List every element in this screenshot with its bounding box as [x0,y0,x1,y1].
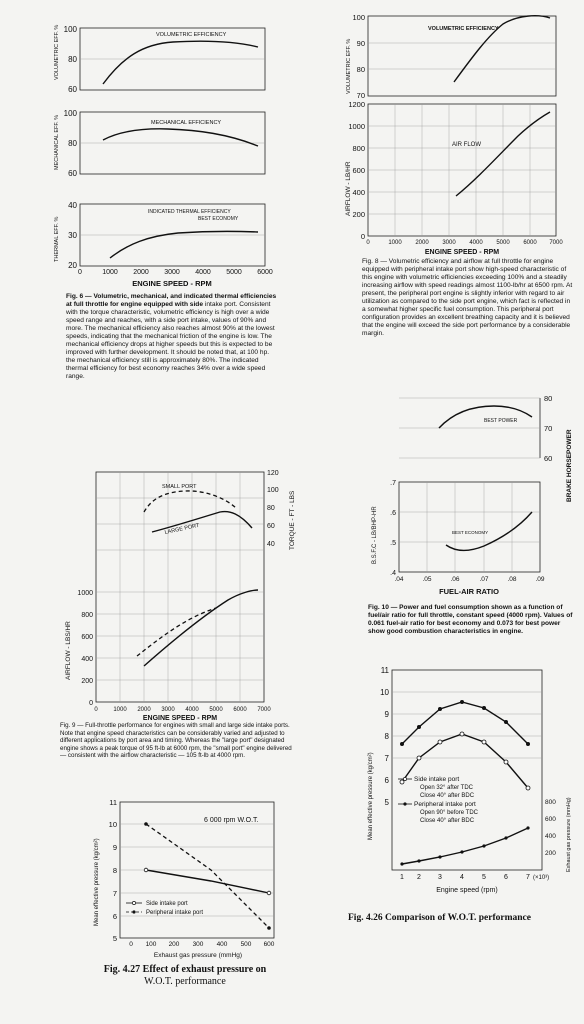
fig8-xtick: 1000 [388,240,402,246]
fig427-peripheral-point [144,822,148,826]
fig6-xtick: 1000 [102,269,118,276]
fig10-bhp-tick: 80 [544,394,553,403]
fig6-p2-tick: 60 [68,169,77,178]
fig6-xlabel: ENGINE SPEED - RPM [132,279,212,288]
fig9-torque-tick: 120 [267,470,279,477]
fig9-air-label: AIRFLOW - LBS/HR [65,621,72,680]
fig10-bhp-tick: 70 [544,424,553,433]
fig427-peripheral-point [267,926,271,930]
fig10-bsfc-tick: .6 [390,510,396,517]
fig9-torque-tick: 100 [267,487,279,494]
fig426-peripheral-point [482,706,486,710]
fig426-ytick: 11 [380,666,389,675]
fig9-torque-tick: 40 [267,541,275,548]
fig9-xlabel: ENGINE SPEED - RPM [142,715,218,720]
fig427-ytick: 10 [108,820,117,829]
fig6-caption [66,293,278,381]
fig10-econ-label: BEST ECONOMY [452,530,489,535]
fig426-xtick: 2 [417,874,421,881]
fig427-ytick: 11 [109,798,117,807]
fig426-exhaust-point [400,862,403,865]
fig9-air-tick: 800 [81,612,93,619]
fig8-bot-tick: 600 [352,166,365,175]
fig426-peripheral-point [460,700,464,704]
fig8-panel-airflow [345,100,563,256]
fig427-xtick: 400 [216,941,228,948]
fig427-legend-peripheral: Peripheral intake port [146,910,204,916]
fig427-xtick: 200 [168,941,180,948]
fig426-legend-peripheral-l2: Close 40° after BDC [420,818,475,824]
fig6-thermal-curve [110,231,258,258]
fig6-xtick: 6000 [257,269,273,276]
fig6-p3-curve-label2: BEST ECONOMY [198,216,239,222]
fig427-xtick: 0 [129,941,133,948]
fig426-exhaust-point [417,859,420,862]
fig426-exhaust-curve [402,828,528,864]
fig426-legend-side-l1: Open 32° after TDC [420,785,473,791]
fig426-xmult: (×10³) [533,875,550,881]
fig427-xlabel: Exhaust gas pressure (mmHg) [153,952,243,959]
fig10-chart [364,392,578,602]
fig426-ytick: 6 [384,776,389,785]
fig10-bsfc-tick: .5 [390,540,396,547]
fig6-panel-mechanical [54,109,265,178]
fig10-bsfc-label: B.S.F.C - LB/BHP-HR [372,506,378,564]
fig6-panel-volumetric [54,25,265,94]
fig9-torque-small-curve [144,491,236,512]
fig10-power-curve [439,406,532,428]
fig9-torque-tick: 80 [267,505,275,512]
fig8-xtick: 7000 [549,240,563,246]
fig426-xtick: 6 [504,874,508,881]
fig10-xtick: .08 [507,576,517,583]
fig9-xtick: 4000 [185,707,199,713]
fig426-peripheral-curve [402,702,528,744]
fig6-p3-curve-label: INDICATED THERMAL EFFICIENCY [148,209,231,215]
fig426-xtick: 3 [438,874,442,881]
fig426-side-point [400,780,404,784]
fig10-xlabel: FUEL-AIR RATIO [439,587,499,596]
fig9-grid [96,472,264,702]
fig426-peripheral-point [504,720,508,724]
fig10-power-label: BEST POWER [484,418,518,424]
fig8-top-tick: 80 [356,65,365,74]
fig8-xlabel: ENGINE SPEED - RPM [424,249,500,256]
fig6-p3-ylabel: THERMAL EFF. % [54,216,60,262]
fig8-top-tick: 100 [352,13,365,22]
fig9-air-tick: 600 [81,634,93,641]
fig426-ytick: 9 [384,710,389,719]
fig427-ylabel: Mean effective pressure (kg/cm²) [94,838,100,926]
fig6-xtick: 3000 [164,269,180,276]
fig427-ytick: 6 [112,912,117,921]
fig6-xtick: 5000 [226,269,242,276]
fig427-chart [86,796,284,962]
fig6-p2-curve-label: MECHANICAL EFFICIENCY [151,120,222,126]
fig426-peripheral-point [417,725,421,729]
fig9-air-tick: 1000 [77,590,93,597]
fig6-p1-tick: 80 [68,55,77,64]
fig426-xtick: 5 [482,874,486,881]
fig6-xtick: 0 [78,269,82,276]
fig427-ytick: 9 [112,843,117,852]
fig426-side-point [504,760,508,764]
fig10-xtick: .06 [450,576,460,583]
fig426-legend-side-l2: Close 40° after BDC [420,793,475,799]
fig426-y2label: Exhaust gas pressure (mmHg) [566,797,572,872]
fig8-xtick: 3000 [442,240,456,246]
fig427-caption-l1: Fig. 4.27 Effect of exhaust pressure on [103,964,267,975]
fig426-caption-text: Fig. 4.26 Comparison of W.O.T. performance [348,913,531,923]
fig10-caption [368,604,576,636]
fig427-xtick: 100 [145,941,157,948]
fig9-xtick: 6000 [233,707,247,713]
fig9-chart [60,468,300,720]
fig8-bot-ylabel: AIRFLOW - LB/HR [345,161,352,216]
fig427-ytick: 5 [112,934,117,943]
fig9-air-tick: 200 [81,678,93,685]
fig6-p3-tick: 40 [68,201,77,210]
fig9-air-tick: 0 [89,700,93,707]
fig6-xtick: 4000 [195,269,211,276]
fig426-y2tick: 800 [545,799,556,806]
fig6-mechanical-curve [103,129,258,146]
fig9-xtick: 2000 [137,707,151,713]
fig6-p2-tick: 80 [68,139,77,148]
fig426-xtick: 4 [460,874,464,881]
fig10-bhp-tick: 60 [544,454,553,463]
fig10-xtick: .04 [394,576,404,583]
fig426-legend-peripheral: Peripheral intake port [414,801,476,808]
fig6-p1-tick: 60 [68,85,77,94]
fig10-bhp-label: BRAKE HORSEPOWER [566,429,573,502]
fig8-xtick: 4000 [469,240,483,246]
fig9-xtick: 7000 [257,707,271,713]
fig427-caption-l2: W.O.T. performance [144,976,226,987]
fig9-xtick: 1000 [113,707,127,713]
fig426-y2tick: 600 [545,816,556,823]
fig8-bot-tick: 200 [352,210,365,219]
fig6-volumetric-curve [103,41,258,84]
fig426-exhaust-point [482,844,485,847]
fig6-p2-ylabel: MECHANICAL EFF. % [54,114,60,170]
fig426-side-point [417,756,421,760]
fig426-chart [352,664,580,898]
fig8-top-curve-label: VOLUMETRIC EFFICIENCY [428,26,499,32]
fig10-bsfc-tick: .4 [390,570,396,577]
fig8-bot-tick: 400 [352,188,365,197]
fig10-panel-power [399,394,573,502]
fig6-p3-tick: 30 [68,231,77,240]
fig9-xtick: 0 [94,707,98,713]
fig426-legend-peripheral-l1: Open 90° before TDC [420,810,478,816]
fig6-caption-rest: intake port. Consistent with the torque characteristic, volumetric efficiency is high over a wide speed range and reaches, with a side port intake, values of 90% and more. The mechanical efficiency also reaches almost 90% at the lowest speeds, indicating that the mechanical friction of the engine is low. The mechanical efficiency drops at higher speeds but this is expected to be improved with further development. It should be noted that, at 100 hp. the mechanical efficiency still is approximately 80%. The indicated thermal efficiency for best economy reaches 34% over a wide speed range. [66,301,275,380]
fig8-bot-tick: 1200 [348,100,365,109]
fig9-small-label: SMALL PORT [162,484,197,490]
fig426-exhaust-point [460,850,463,853]
fig426-exhaust-point [438,855,441,858]
fig8-bot-tick: 1000 [348,122,365,131]
fig9-air-large-curve [144,590,258,666]
fig426-side-point [526,786,530,790]
fig426-exhaust-point [526,826,529,829]
fig8-xtick: 5000 [496,240,510,246]
fig426-exhaust-point [504,836,507,839]
fig426-side-point [460,732,464,736]
fig9-air-tick: 400 [81,656,93,663]
fig9-xtick: 5000 [209,707,223,713]
fig426-y2tick: 400 [545,833,556,840]
fig426-xtick: 7 [526,874,530,881]
fig8-xtick: 0 [366,240,370,246]
fig427-side-point [144,868,148,872]
fig6-p1-ylabel: VOLUMETRIC EFF. % [54,24,60,80]
fig6-xtick: 2000 [133,269,149,276]
fig6-panel-thermal [54,201,273,288]
fig8-xtick: 6000 [523,240,537,246]
fig8-top-ylabel: VOLUMETRIC EFF. % [346,38,352,94]
fig426-xtick: 1 [400,874,404,881]
fig8-caption-text: Fig. 8 — Volumetric efficiency and airflow at full throttle for engine equipped with peripheral intake port show high-speed characteristic of this engine with volumetric efficiencies exceeding 100% and a steadily increasing airflow with speed readings almost 1100-lb/hr at 6500 rpm. At present, the peripheral port engine is slightly inferior with regard to air utilization as compared to the side port engine, which fact is reflected in a somewhat higher specific fuel consumption. This peripheral port configuration provides an excellent breathing capacity and it is believed that the engine will exceed the side port performance by a considerable margin. [362,258,573,337]
fig427-ytick: 7 [112,889,117,898]
fig9-torque-tick: 60 [267,523,275,530]
fig427-xtick: 600 [263,941,275,948]
fig427-note: 6 000 rpm W.O.T. [204,817,259,824]
fig6-p3-tick: 20 [68,261,77,270]
fig8-chart [338,6,574,256]
fig6-p2-tick: 100 [63,109,77,118]
fig8-bot-tick: 0 [360,232,365,241]
fig426-legend-side: Side intake port [414,776,460,783]
fig427-legend-side: Side intake port [146,901,188,907]
fig426-ytick: 8 [384,732,389,741]
fig10-bsfc-tick: .7 [390,480,396,487]
fig426-y2tick: 200 [545,850,556,857]
fig427-xtick: 300 [192,941,204,948]
fig426-side-point [438,740,442,744]
fig426-ytick: 5 [384,798,389,807]
fig10-xtick: .05 [422,576,432,583]
fig426-ytick: 7 [384,754,389,763]
fig427-side-line [146,870,269,893]
fig9-xtick: 3000 [161,707,175,713]
fig426-caption [348,912,580,924]
fig9-torque-label: TORQUE - FT - LBS [289,490,296,550]
fig426-peripheral-point [526,742,530,746]
fig427-xtick: 500 [240,941,252,948]
fig8-top-tick: 70 [356,91,365,100]
fig6-caption-lead: Fig. 6 — Volumetric, mechanical, and indicated thermal efficiencies at full throttle for engine equipped with side [66,293,277,308]
fig6-p1-curve-label: VOLUMETRIC EFFICIENCY [156,32,227,38]
fig426-side-point [482,740,486,744]
fig9-caption-text: Fig. 9 — Full-throttle performance for engines with small and large side intake ports. Note that engine speed characteristics can be considerably varied and adjusted to different applications by port area and timing. Whereas the "large port" designated engine shows a peak torque of 95 ft-lb at 6000 rpm, the "small port" engine delivered — consistent with the airflow characteristic — 105 ft-lb at 4000 rpm. [60,722,292,760]
fig10-xtick: .07 [479,576,489,583]
fig9-caption [60,722,292,760]
fig8-bot-curve-label: AIR FLOW [452,142,482,148]
fig8-top-tick: 90 [356,39,365,48]
fig427-ytick: 8 [112,866,117,875]
fig10-xtick: .09 [535,576,545,583]
fig10-panel-bsfc [372,480,545,596]
fig6-p1-tick: 100 [63,25,77,34]
fig426-peripheral-point [400,742,404,746]
fig8-caption [362,258,574,338]
fig8-panel-volumetric [346,13,556,100]
fig10-caption-text: Fig. 10 — Power and fuel consumption shown as a function of fuel/air ratio for full throttle, constant speed (4000 rpm). Values of 0.061 fuel-air ratio for best economy and 0.073 for best power show good combustion characteristics in engine. [368,604,573,635]
fig8-xtick: 2000 [415,240,429,246]
fig6-chart [48,22,278,290]
fig427-side-point [267,891,271,895]
fig8-bot-tick: 800 [352,144,365,153]
fig427-caption [80,964,290,988]
fig426-xlabel: Engine speed (rpm) [436,887,498,894]
fig9-large-label: LARGE PORT [164,522,201,536]
fig9-air-small-curve [137,608,216,656]
fig426-ytick: 10 [380,688,389,697]
fig426-peripheral-point [438,707,442,711]
fig426-ylabel: Mean effective pressure (kg/cm²) [368,752,374,840]
